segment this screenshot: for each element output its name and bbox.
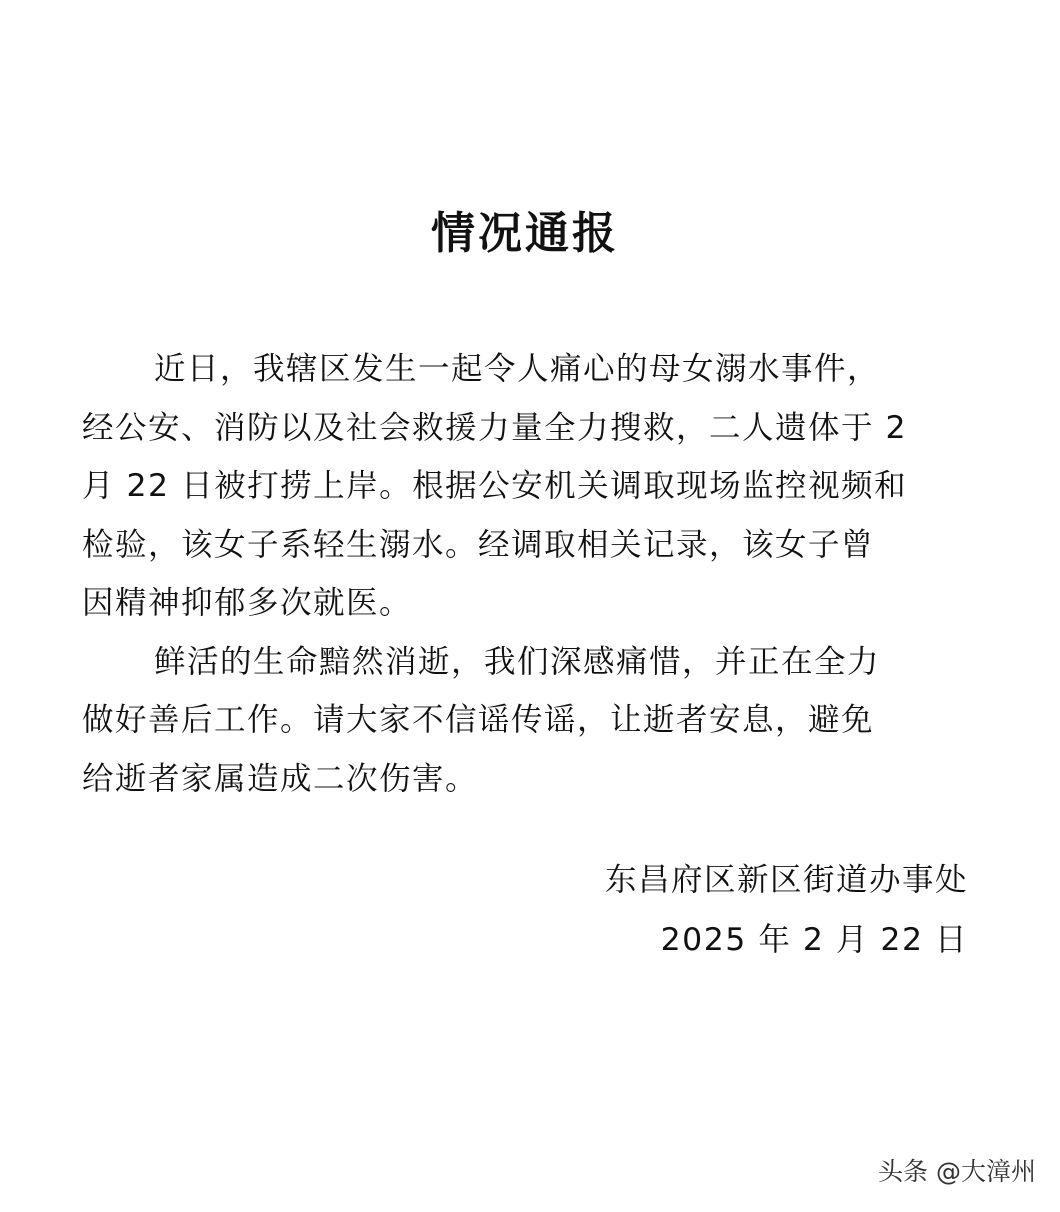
- document-title: 情况通报: [431, 208, 619, 259]
- source-watermark: 头条 @大漳州: [878, 1157, 1036, 1186]
- paragraph-line: 做好善后工作。请大家不信谣传谣，让逝者安息，避免: [82, 702, 875, 738]
- signature-block: [605, 850, 968, 970]
- paragraph-line: 鲜活的生命黯然消逝，我们深感痛惜，并正在全力: [154, 643, 881, 680]
- paragraph-line: 经公安、消防以及社会救援力量全力搜救，二人遗体于 2: [82, 409, 908, 446]
- paragraph-line: 检验，该女子系轻生溺水。经调取相关记录，该女子曾: [82, 526, 875, 563]
- paragraph-1: [82, 340, 974, 633]
- paragraph-line: 给逝者家属造成二次伤害。: [82, 760, 479, 797]
- issue-date: 2025 年 2 月 22 日: [660, 922, 968, 958]
- paragraph-line: 月 22 日被打捞上岸。根据公安机关调取现场监控视频和: [82, 468, 908, 504]
- paragraph-2: [82, 633, 974, 809]
- paragraph-line: 近日，我辖区发生一起令人痛心的母女溺水事件，: [154, 351, 881, 387]
- document-body: [82, 340, 974, 808]
- paragraph-line: 因精神抑郁多次就医。: [82, 585, 413, 621]
- issuer-name: 东昌府区新区街道办事处: [604, 862, 968, 898]
